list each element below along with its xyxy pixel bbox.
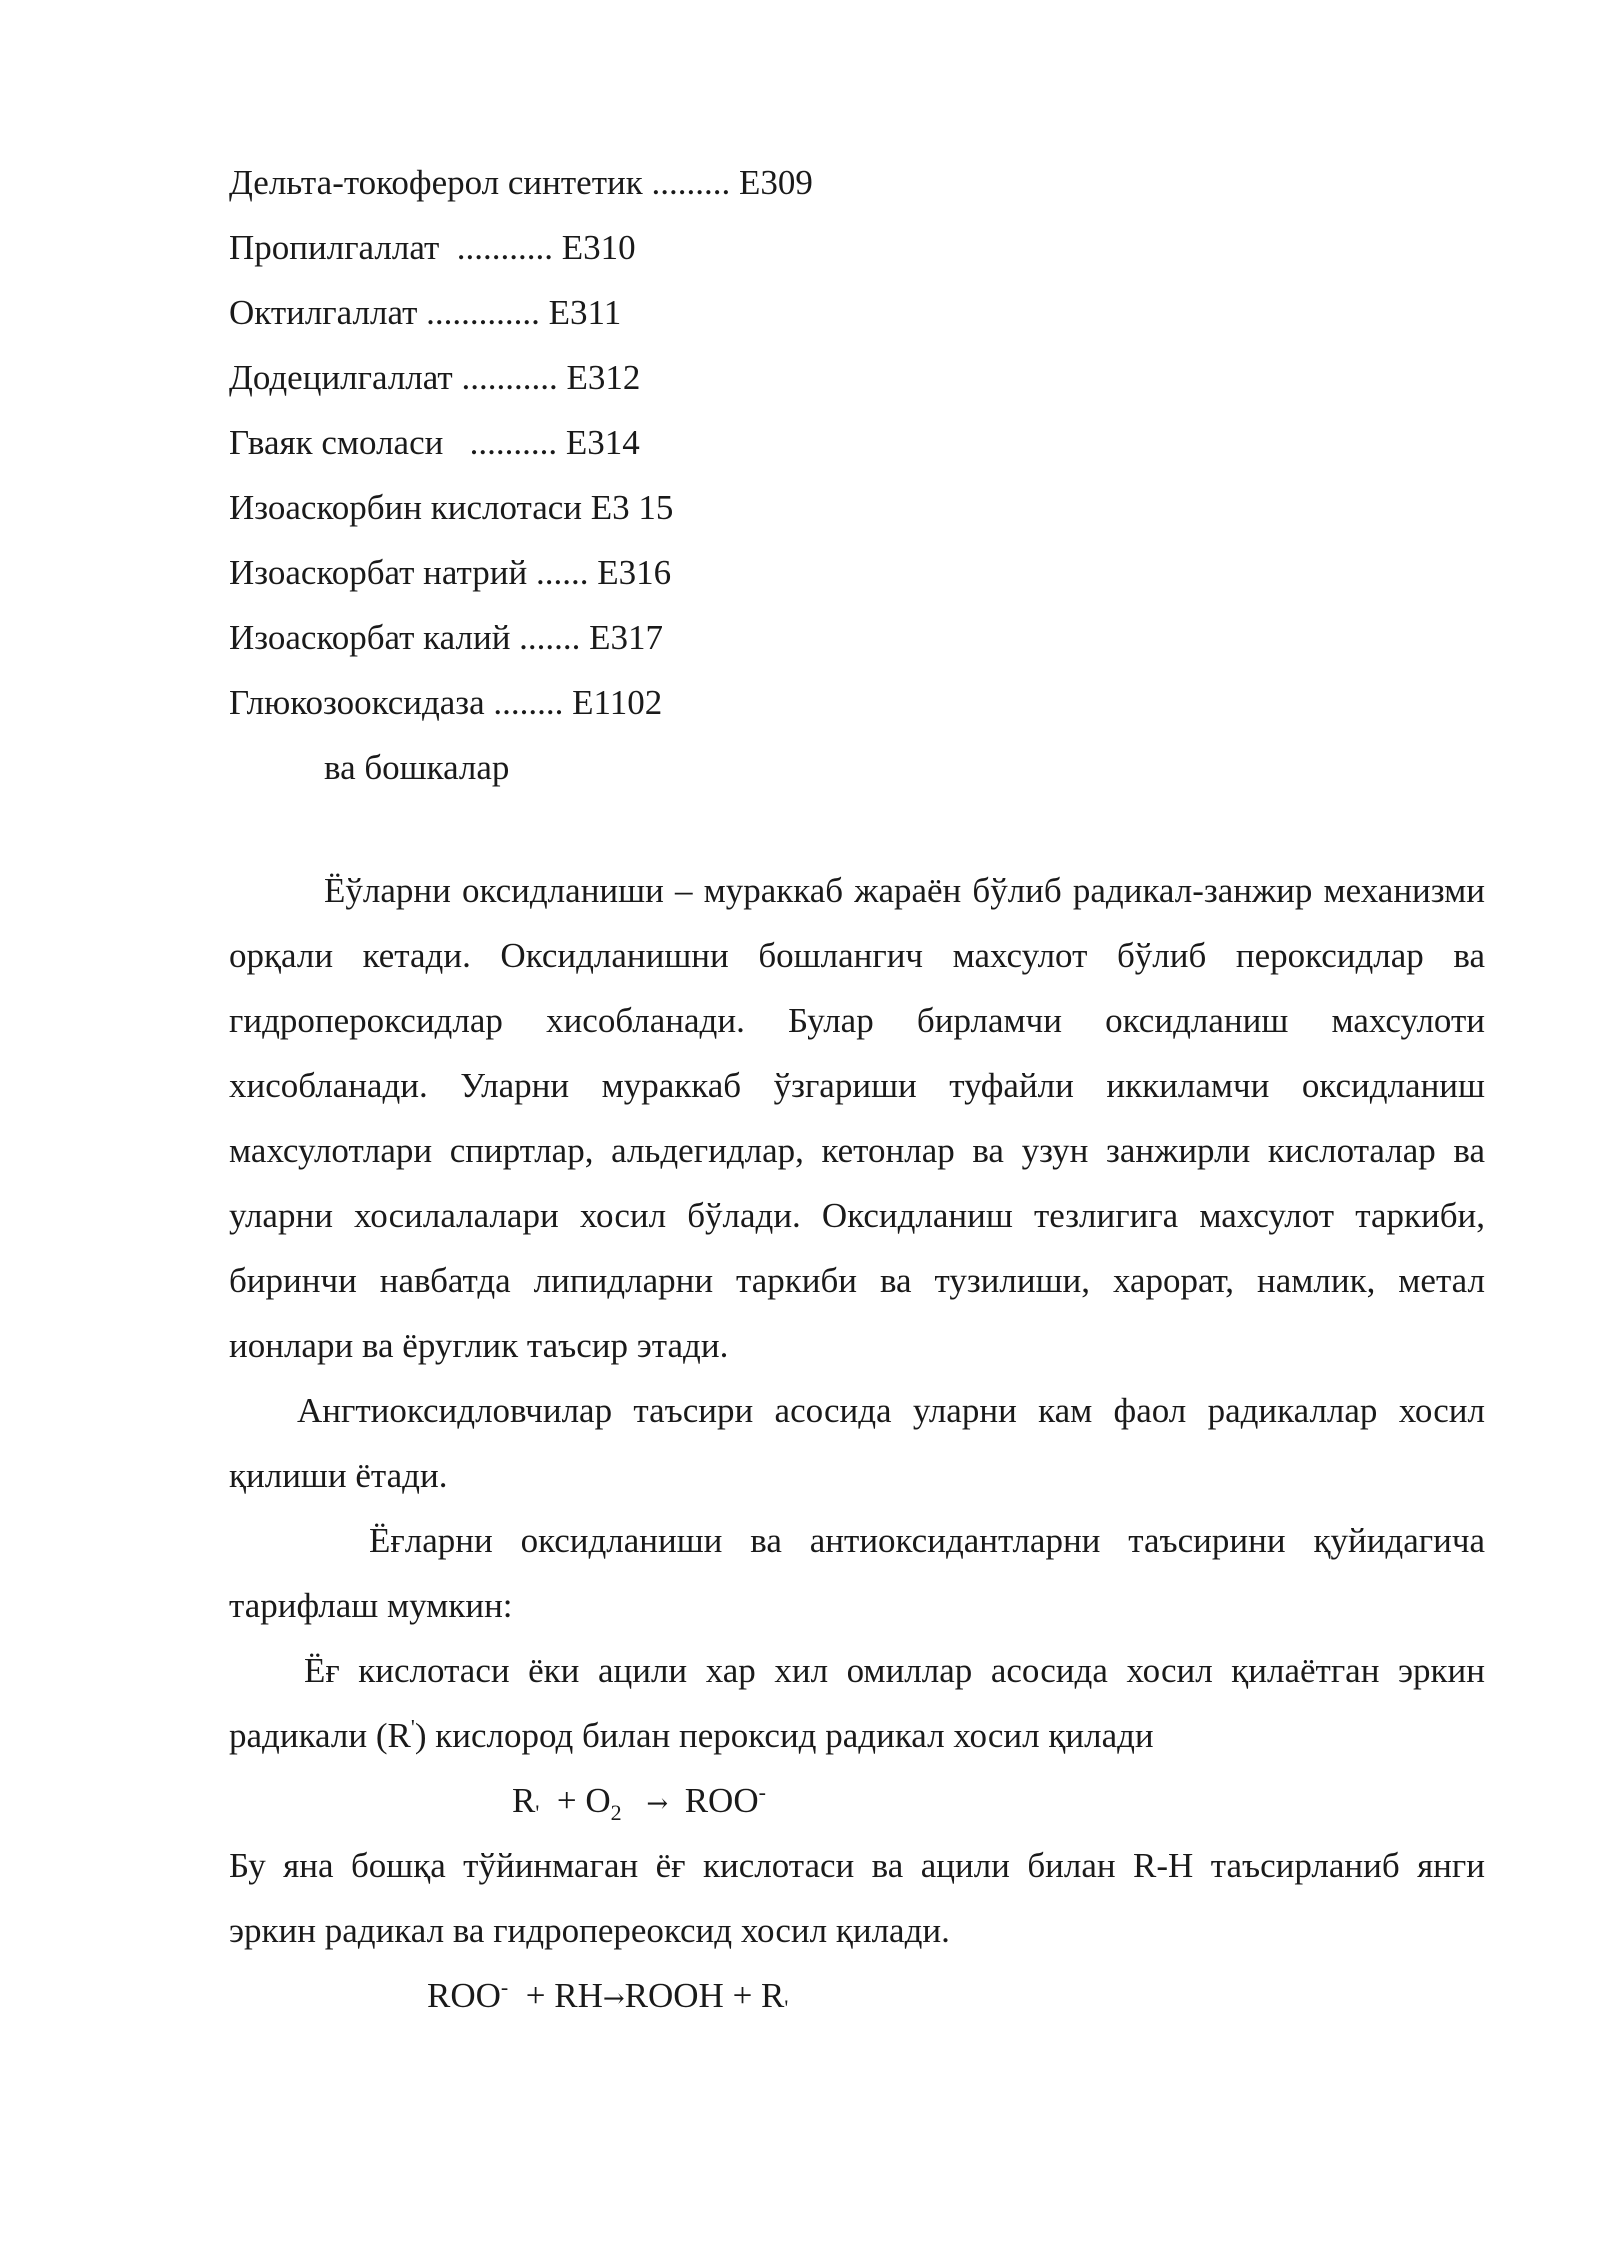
formula-roo: ROO bbox=[684, 1781, 759, 1820]
list-item: Изоаскорбат натрий ...... Е316 bbox=[229, 553, 672, 592]
formula-plus-o: + O bbox=[539, 1781, 611, 1820]
list-item: Октилгаллат ............. Е311 bbox=[229, 293, 622, 332]
formula-r: R bbox=[512, 1781, 536, 1820]
list-item: Додецилгаллат ........... Е312 bbox=[229, 358, 641, 397]
list-item: Пропилгаллат ........... Е310 bbox=[229, 228, 636, 267]
formula-roo-sup: - bbox=[758, 1779, 766, 1805]
body-text bbox=[229, 858, 1485, 2028]
paragraph-antioxidants: Ангтиоксидловчилар таъсири асосида уларни кам фаол радикаллар хосил қилиши ётади. bbox=[229, 1391, 1485, 1495]
paragraph-radical-text: Ёғ кислотаси ёки ацили хар хил омиллар асосида хосил қилаётган эркин радикали (R bbox=[229, 1651, 1485, 1755]
formula-roo: ROO bbox=[427, 1976, 501, 2015]
radical-superscript: ' bbox=[410, 1714, 415, 1740]
list-item: Изоаскорбин кислотаси Е3 15 bbox=[229, 488, 674, 527]
list-item: Гваяк смоласи .......... Е314 bbox=[229, 423, 640, 462]
list-item: Дельта-токоферол синтетик ......... Е309 bbox=[229, 163, 813, 202]
paragraph-description: Ёғларни оксидланиши ва антиоксидантларни таъсирини қуйидагича тарифлаш мумкин: bbox=[229, 1521, 1485, 1625]
formula-r-dot: ' bbox=[535, 1800, 540, 1825]
list-more-text: ва бошкалар bbox=[324, 748, 510, 787]
formula-roo-sup: - bbox=[500, 1974, 509, 2000]
formula-hydroperoxide bbox=[229, 1963, 1485, 2028]
reaction-arrow-icon: → bbox=[621, 1789, 685, 1819]
paragraph-radical-text-end: ) кислород билан пероксид радикал хосил қилади bbox=[414, 1716, 1154, 1755]
antioxidant-additives-list bbox=[229, 150, 1485, 800]
paragraph-oxidation: Ёўларни оксидланиши – мураккаб жараён бўлиб радикал-занжир механизми орқали кетади. Оксидланишни бошлангич махсулот бўлиб пероксидлар ва гидропероксидлар хисобланади. Булар бирламчи оксидланиш махсулоти хисобланади. Уларни мураккаб ўзгариши туфайли иккиламчи оксидланиш махсулотлари спиртлар, альдегидлар, кетонлар ва узун занжирли кислоталар ва уларни хосилалалари хосил бўлади. Оксидланиш тезлигига махсулот таркиби, биринчи навбатда липидларни таркиби ва тузилиши, харорат, намлик, метал ионлари ва ёруглик таъсир этади. bbox=[229, 871, 1485, 1365]
formula-peroxide-radical bbox=[229, 1768, 1485, 1833]
paragraph-chain: Бу яна бошқа тўйинмаган ёғ кислотаси ва ацили билан R-H таъсирланиб янги эркин радикал ва гидропереоксид хосил қилади. bbox=[229, 1846, 1485, 1950]
paragraph-radical bbox=[229, 1638, 1485, 1768]
formula-o-subscript: 2 bbox=[610, 1800, 622, 1825]
reaction-arrow-icon: → bbox=[602, 1984, 625, 2014]
list-item: Изоаскорбат калий ....... Е317 bbox=[229, 618, 664, 657]
formula-rooh: ROOH + R bbox=[624, 1976, 785, 2015]
formula-plus-rh: + RH bbox=[508, 1976, 603, 2015]
list-item: Глюкозооксидаза ........ Е1102 bbox=[229, 683, 663, 722]
formula-r-dot: ' bbox=[784, 1995, 789, 2020]
